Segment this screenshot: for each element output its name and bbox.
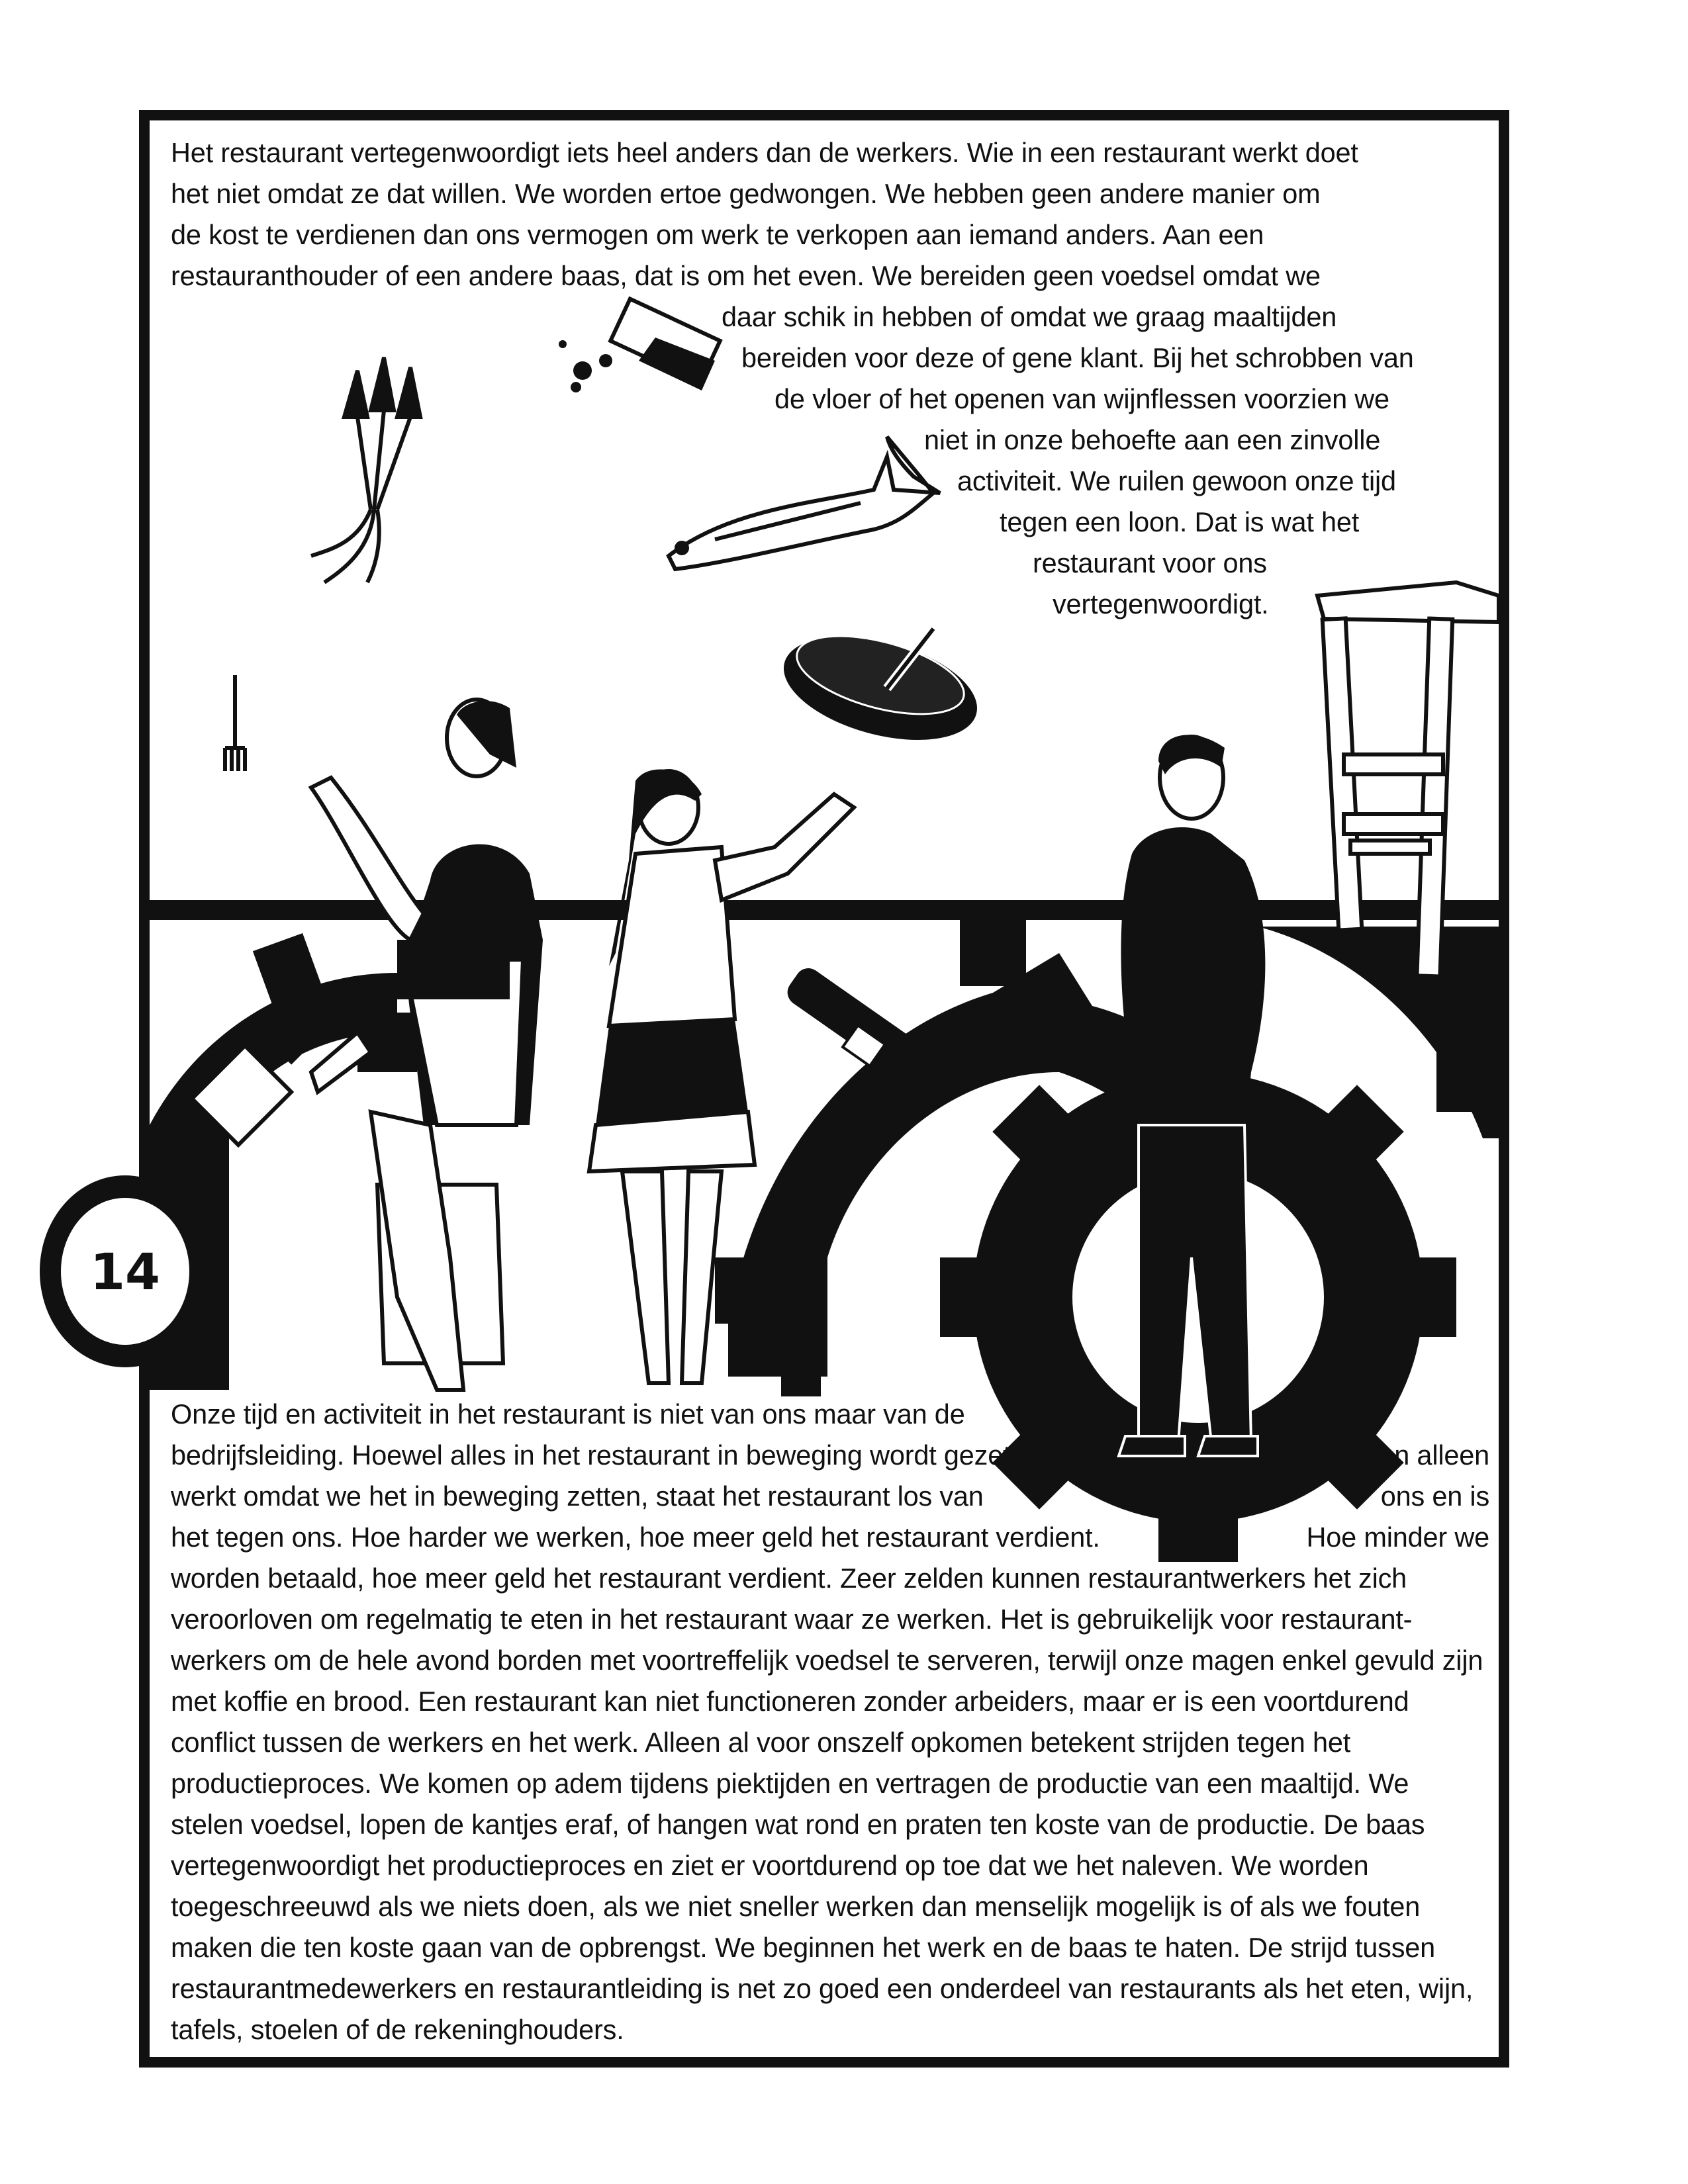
bowl-icon [773, 618, 988, 759]
black-band [150, 900, 1499, 920]
bottom-line-9: conflict tussen de werkers en het werk. Alleen al voor onszelf opkomen betekent strijden tegen het [171, 1727, 1351, 1758]
wine-bottle-icon [782, 963, 919, 1075]
top-line-5: daar schik in hebben of omdat we graag maaltijden [722, 301, 1337, 332]
top-line-11: restaurant voor ons [1033, 547, 1267, 578]
page-number: 14 [90, 1242, 160, 1301]
bottom-line-4a: het tegen ons. Hoe harder we werken, hoe meer geld het restaurant verdient. [171, 1522, 1100, 1553]
bottom-line-15: restaurantmedewerkers en restaurantleiding is net zo goed een onderdeel van restaurants als het eten, wijn, [171, 1973, 1474, 2004]
bottom-line-13: toegeschreeuwd als we niets doen, als we niet sneller werken dan menselijk mogelijk is of als we fouten [171, 1891, 1421, 1922]
top-line-6: bereiden voor deze of gene klant. Bij het schrobben van [741, 342, 1414, 373]
bottom-line-8: met koffie en brood. Een restaurant kan niet functioneren zonder arbeiders, maar er is een voortdurend [171, 1686, 1409, 1717]
bottom-line-14: maken die ten koste gaan van de opbrengst. We beginnen het werk en de baas te haten. De strijd tussen [171, 1932, 1436, 1963]
top-line-9: activiteit. We ruilen gewoon onze tijd [957, 465, 1396, 496]
bottom-line-3b: ons en is [1380, 1480, 1489, 1512]
bottom-line-1: Onze tijd en activiteit in het restaurant is niet van ons maar van de [171, 1398, 965, 1430]
bottom-line-4b: Hoe minder we [1306, 1522, 1489, 1553]
bottom-line-3a: werkt omdat we het in beweging zetten, staat het restaurant los van [171, 1480, 984, 1512]
top-line-7: de vloer of het openen van wijnflessen voorzien we [774, 383, 1389, 414]
top-line-12: vertegenwoordigt. [1053, 588, 1269, 619]
fish-icon [669, 437, 940, 569]
top-line-4: restauranthouder of een andere baas, dat is om het even. We bereiden geen voedsel omdat we [171, 260, 1321, 291]
bottom-line-10: productieproces. We komen op adem tijdens piektijden en vertragen de productie van een maaltijd. We [171, 1768, 1409, 1799]
top-line-2: het niet omdat ze dat willen. We worden ertoe gedwongen. We hebben geen andere manier om [171, 178, 1321, 209]
spilled-glass-icon [559, 299, 720, 392]
herb-bunch-icon [311, 357, 420, 582]
top-line-1: Het restaurant vertegenwoordigt iets heel anders dan de werkers. Wie in een restaurant werkt doet [171, 137, 1358, 168]
cook-figure [311, 700, 543, 1390]
bottom-line-11: stelen voedsel, lopen de kantjes eraf, of hangen wat rond en praten ten koste van de productie. De baas [171, 1809, 1425, 1840]
bottom-line-2a: bedrijfsleiding. Hoewel alles in het restaurant in beweging wordt gezet [171, 1439, 1011, 1471]
top-line-10: tegen een loon. Dat is wat het [1000, 506, 1360, 537]
top-line-8: niet in onze behoefte aan een zinvolle [924, 424, 1381, 455]
bottom-line-6: veroorloven om regelmatig te eten in het restaurant waar ze werken. Het is gebruikelijk voor restaurant- [171, 1604, 1413, 1635]
bottom-line-2b: en alleen [1379, 1439, 1489, 1471]
bottom-line-7: werkers om de hele avond borden met voortreffelijk voedsel te serveren, terwijl onze magen enkel gevuld zijn [171, 1645, 1483, 1676]
fork-icon [225, 675, 245, 771]
bottom-line-16: tafels, stoelen of de rekeninghouders. [171, 2014, 624, 2045]
bottom-line-12: vertegenwoordigt het productieproces en ziet er voortdurend op toe dat we het naleven. We worden [171, 1850, 1369, 1881]
top-line-3: de kost te verdienen dan ons vermogen om werk te verkopen aan iemand anders. Aan een [171, 219, 1264, 250]
bottom-line-5: worden betaald, hoe meer geld het restaurant verdient. Zeer zelden kunnen restaurantwerkers het zich [171, 1563, 1407, 1594]
